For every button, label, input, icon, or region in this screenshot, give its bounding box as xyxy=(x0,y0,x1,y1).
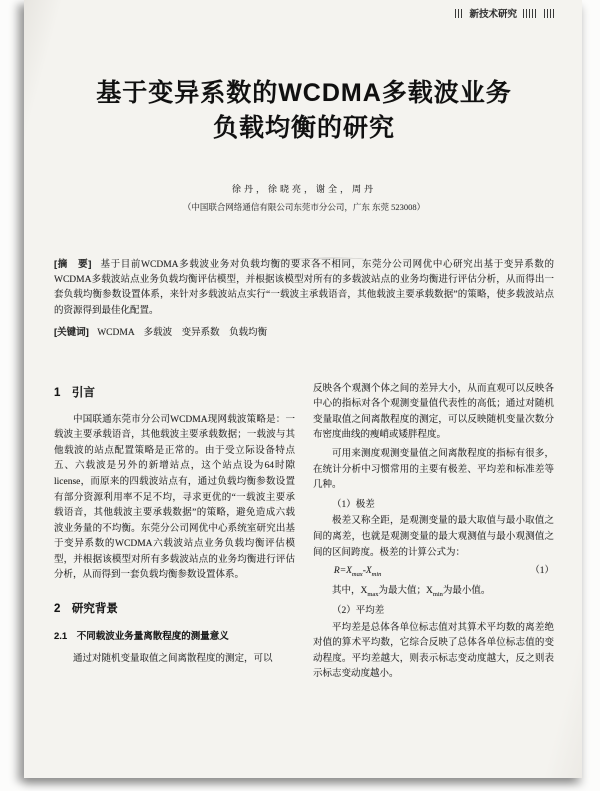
section-2-1-paragraph: 通过对随机变量取值之间离散程度的测定，可以 xyxy=(73,654,273,665)
formula-note-paragraph: 其中，$X_{max}$为最大值；$X_{min}$为最小值。 xyxy=(332,585,491,598)
formula-expression: $R=X_{max}-X_{min}$ xyxy=(333,566,382,578)
registration-bars-icon xyxy=(544,9,554,18)
paper-title xyxy=(54,76,554,146)
section-1-heading: 1 引言 xyxy=(54,386,95,399)
keywords-label: [关键词] xyxy=(54,326,89,338)
paper-title-line2: 负载均衡的研究 xyxy=(212,114,395,142)
journal-column-label: 新技术研究 xyxy=(469,9,517,20)
continuation-paragraph: 反映各个观测个体之间的差异大小，从而直观可以反映各中心的指标对各个观测变量值代表性的高低；通过对随机变量取值之间离散程度的测定，可以反映随机变量次数分布密度曲线的瘦峭或矮胖程度。 xyxy=(313,383,554,441)
section-2-heading: 2 研究背景 xyxy=(54,602,118,615)
mean-deviation-item-heading: （2）平均差 xyxy=(332,606,385,617)
introduction-paragraph: 中国联通东莞市分公司WCDMA现网载波策略是：一载波主要承载语音，其他载波主要承载数据；一载波与其他载波的站点配置策略是正常的。由于受立际设备特点五、六载波是另外的新增站点，这个站点设为64时隙license，而原来的四载波站点有，通过负载均衡参数设置有部分资源利用率不足不均，寻求更优的“一载波主要承载语音，其他载波主要承载数据”的策略，避免造成六载波业务量的不均衡。东莞分公司网优中心系统室研究出基于变异系数的WCDMA六载波站点业务负载均衡评估模型，并根据该模型对所有多载波站点的业务均衡进行评估分析，从而得到一套负载均衡参数设置体系。 xyxy=(54,414,295,581)
page-header xyxy=(54,6,554,20)
formula-number: （1） xyxy=(530,566,554,577)
affiliation-line: （中国联合网络通信有限公司东莞市分公司，广东 东莞 523008） xyxy=(182,202,426,212)
scanned-page xyxy=(24,0,582,778)
paper-title-line1: 基于变异系数的WCDMA多载波业务 xyxy=(96,79,512,107)
range-definition-paragraph: 极差又称全距，是观测变量的最大取值与最小取值之间的离差，也就是观测变量的最大观测值与最小观测值之间的区间跨度。极差的计算公式为： xyxy=(313,516,554,558)
section-2-1-heading: 2.1 不同载波业务量离散程度的测量意义 xyxy=(54,630,229,642)
authors-line: 徐丹，徐晓亮，谢全，周丹 xyxy=(231,184,376,194)
keywords-block xyxy=(54,324,554,338)
abstract-label: [摘 要] xyxy=(54,259,92,270)
registration-bars-icon xyxy=(455,9,463,18)
right-column xyxy=(313,382,554,686)
registration-bars-icon xyxy=(523,9,538,18)
body-columns xyxy=(54,382,554,686)
mean-deviation-paragraph: 平均差是总体各单位标志值对其算术平均数的离差绝对值的算术平均数，它综合反映了总体各单位标志值的变动程度。平均差越大，则表示标志变动度越大，反之则表示标志变动度越小。 xyxy=(313,622,554,680)
abstract-text: 基于目前WCDMA多载波业务对负载均衡的要求各不相同，东莞分公司网优中心研究出基于变异系数的WCDMA多载波站点业务负载均衡评估模型，并根据该模型对所有的多载波站点的业务均衡进行评估分析，从而得出一套负载均衡参数设置体系，来针对多载波站点实行“一载波主承载语音，其他载波主要承载数据”的策略，使多载波站点的资源得到最佳化配置。 xyxy=(54,260,554,316)
range-item-heading: （1）极差 xyxy=(332,499,375,510)
left-column xyxy=(54,382,295,686)
keywords-text: WCDMA 多载波 变异系数 负载均衡 xyxy=(97,327,268,338)
range-formula xyxy=(313,564,554,580)
dispersion-indicators-paragraph: 可用来测度观测变量值之间离散程度的指标有很多，在统计分析中习惯常用的主要有极差、平均差和标准差等几种。 xyxy=(313,449,554,491)
